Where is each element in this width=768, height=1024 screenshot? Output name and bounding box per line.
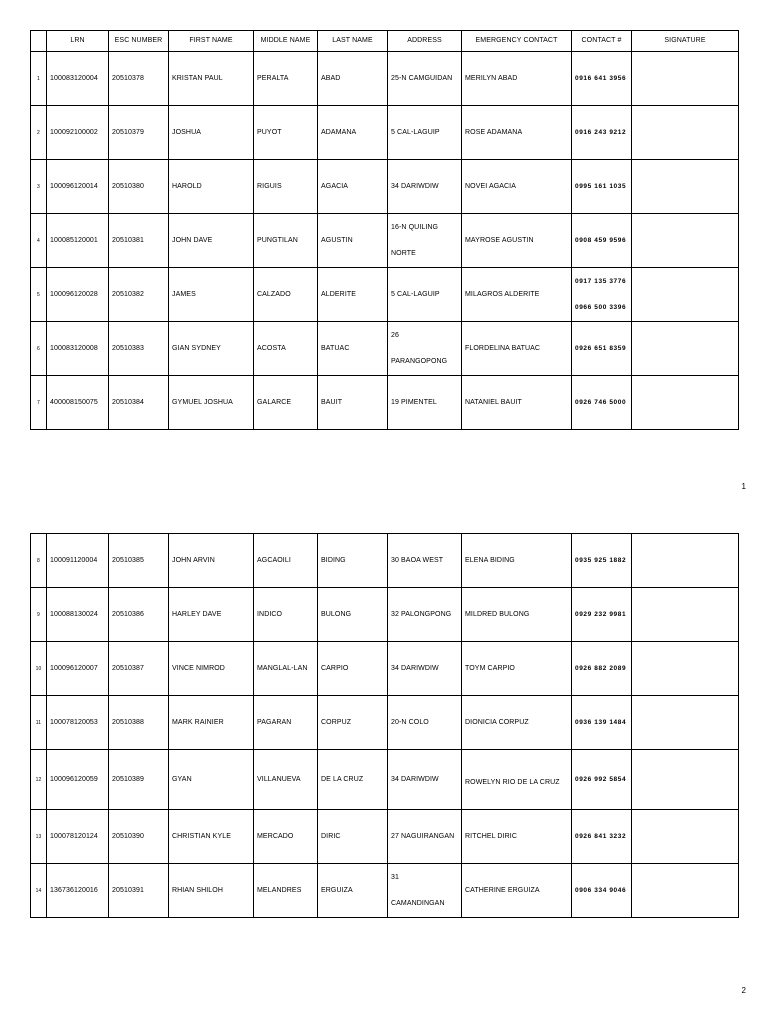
contact-number-cell: 0926 882 2089: [572, 642, 632, 696]
esc-number-cell: 20510382: [109, 268, 169, 322]
emergency-contact-cell: NATANIEL BAUIT: [462, 376, 572, 430]
middle-name-cell: INDICO: [254, 588, 318, 642]
address-cell: 5 CAL-LAGUIP: [388, 106, 462, 160]
header-esc: ESC NUMBER: [109, 31, 169, 52]
last-name-cell: ALDERITE: [318, 268, 388, 322]
lrn-cell: 100078120053: [47, 696, 109, 750]
row-number: 12: [31, 750, 47, 810]
signature-cell: [632, 750, 739, 810]
header-contact: CONTACT #: [572, 31, 632, 52]
lrn-cell: 400008150075: [47, 376, 109, 430]
last-name-cell: BATUAC: [318, 322, 388, 376]
address-cell: 34 DARIWDIW: [388, 750, 462, 810]
table-row: [31, 322, 739, 376]
middle-name-cell: PUYOT: [254, 106, 318, 160]
contact-number-cell: 0926 746 5000: [572, 376, 632, 430]
middle-name-cell: VILLANUEVA: [254, 750, 318, 810]
last-name-cell: AGUSTIN: [318, 214, 388, 268]
contact-number-cell: 0995 161 1035: [572, 160, 632, 214]
esc-number-cell: 20510378: [109, 52, 169, 106]
middle-name-cell: RIGUIS: [254, 160, 318, 214]
header-address: ADDRESS: [388, 31, 462, 52]
last-name-cell: AGACIA: [318, 160, 388, 214]
contact-number-cell: 0916 641 3956: [572, 52, 632, 106]
address-cell: 19 PIMENTEL: [388, 376, 462, 430]
esc-number-cell: 20510379: [109, 106, 169, 160]
middle-name-cell: MANGLAL-LAN: [254, 642, 318, 696]
first-name-cell: CHRISTIAN KYLE: [169, 810, 254, 864]
address-cell: 5 CAL-LAGUIP: [388, 268, 462, 322]
address-cell: 27 NAGUIRANGAN: [388, 810, 462, 864]
middle-name-cell: CALZADO: [254, 268, 318, 322]
address-line-1: 31: [391, 873, 399, 881]
table-row: [31, 810, 739, 864]
middle-name-cell: AGCAOILI: [254, 534, 318, 588]
emergency-contact-cell: DIONICIA CORPUZ: [462, 696, 572, 750]
table-row: [31, 696, 739, 750]
student-table-page-2: [30, 533, 739, 918]
esc-number-cell: 20510387: [109, 642, 169, 696]
address-cell: 20-N COLO: [388, 696, 462, 750]
header-middle-name: MIDDLE NAME: [254, 31, 318, 52]
row-number: 4: [31, 214, 47, 268]
esc-number-cell: 20510383: [109, 322, 169, 376]
lrn-cell: 100083120004: [47, 52, 109, 106]
esc-number-cell: 20510389: [109, 750, 169, 810]
address-cell: [388, 214, 462, 268]
lrn-cell: 100092100002: [47, 106, 109, 160]
first-name-cell: KRISTAN PAUL: [169, 52, 254, 106]
address-line-1: 16-N QUILING: [391, 223, 439, 231]
page-number: 2: [741, 986, 746, 995]
table-row: [31, 864, 739, 918]
last-name-cell: BIDING: [318, 534, 388, 588]
address-cell: 30 BAOA WEST: [388, 534, 462, 588]
middle-name-cell: PERALTA: [254, 52, 318, 106]
address-line-2: NORTE: [391, 249, 416, 257]
header-num: [31, 31, 47, 52]
header-row: [31, 31, 739, 52]
emergency-contact-cell: MERILYN ABAD: [462, 52, 572, 106]
middle-name-cell: MERCADO: [254, 810, 318, 864]
row-number: 9: [31, 588, 47, 642]
first-name-cell: HAROLD: [169, 160, 254, 214]
emergency-contact-cell: ROWELYN RIO DE LA CRUZ: [462, 750, 572, 810]
row-number: 10: [31, 642, 47, 696]
table-row: [31, 268, 739, 322]
row-number: 8: [31, 534, 47, 588]
row-number: 3: [31, 160, 47, 214]
emergency-contact-cell: CATHERINE ERGUIZA: [462, 864, 572, 918]
first-name-cell: JOSHUA: [169, 106, 254, 160]
last-name-cell: BULONG: [318, 588, 388, 642]
last-name-cell: CORPUZ: [318, 696, 388, 750]
row-number: 1: [31, 52, 47, 106]
lrn-cell: 100096120014: [47, 160, 109, 214]
first-name-cell: GYMUEL JOSHUA: [169, 376, 254, 430]
contact-number-2: 0966 500 3396: [575, 303, 627, 311]
esc-number-cell: 20510381: [109, 214, 169, 268]
table-row: [31, 588, 739, 642]
last-name-cell: ERGUIZA: [318, 864, 388, 918]
first-name-cell: JOHN DAVE: [169, 214, 254, 268]
emergency-contact-cell: FLORDELINA BATUAC: [462, 322, 572, 376]
signature-cell: [632, 642, 739, 696]
last-name-cell: DIRIC: [318, 810, 388, 864]
esc-number-cell: 20510390: [109, 810, 169, 864]
signature-cell: [632, 864, 739, 918]
contact-number-cell: 0906 334 9046: [572, 864, 632, 918]
table-row: [31, 52, 739, 106]
emergency-contact-cell: MILDRED BULONG: [462, 588, 572, 642]
esc-number-cell: 20510386: [109, 588, 169, 642]
row-number: 13: [31, 810, 47, 864]
student-table-page-1: [30, 30, 739, 430]
row-number: 6: [31, 322, 47, 376]
middle-name-cell: ACOSTA: [254, 322, 318, 376]
signature-cell: [632, 588, 739, 642]
address-cell: 34 DARIWDIW: [388, 642, 462, 696]
last-name-cell: BAUIT: [318, 376, 388, 430]
first-name-cell: GIAN SYDNEY: [169, 322, 254, 376]
lrn-cell: 100096120007: [47, 642, 109, 696]
lrn-cell: 100085120001: [47, 214, 109, 268]
emergency-contact-cell: MAYROSE AGUSTIN: [462, 214, 572, 268]
signature-cell: [632, 160, 739, 214]
address-cell: 25-N CAMGUIDAN: [388, 52, 462, 106]
last-name-cell: ADAMANA: [318, 106, 388, 160]
emergency-contact-cell: ROSE ADAMANA: [462, 106, 572, 160]
contact-number-cell: [572, 268, 632, 322]
middle-name-cell: MELANDRES: [254, 864, 318, 918]
address-line-2: PARANGOPONG: [391, 357, 448, 365]
emergency-contact-cell: NOVEI AGACIA: [462, 160, 572, 214]
first-name-cell: HARLEY DAVE: [169, 588, 254, 642]
signature-cell: [632, 534, 739, 588]
first-name-cell: RHIAN SHILOH: [169, 864, 254, 918]
last-name-cell: ABAD: [318, 52, 388, 106]
signature-cell: [632, 376, 739, 430]
table-row: [31, 376, 739, 430]
lrn-cell: 100096120059: [47, 750, 109, 810]
address-line-2: CAMANDINGAN: [391, 899, 445, 907]
row-number: 7: [31, 376, 47, 430]
middle-name-cell: GALARCE: [254, 376, 318, 430]
row-number: 14: [31, 864, 47, 918]
row-number: 5: [31, 268, 47, 322]
esc-number-cell: 20510384: [109, 376, 169, 430]
last-name-cell: CARPIO: [318, 642, 388, 696]
contact-number-cell: 0916 243 9212: [572, 106, 632, 160]
address-cell: 34 DARIWDIW: [388, 160, 462, 214]
first-name-cell: MARK RAINIER: [169, 696, 254, 750]
lrn-cell: 100078120124: [47, 810, 109, 864]
emergency-contact-cell: RITCHEL DIRIC: [462, 810, 572, 864]
table-row: [31, 214, 739, 268]
last-name-cell: DE LA CRUZ: [318, 750, 388, 810]
contact-number-cell: 0926 651 8359: [572, 322, 632, 376]
header-signature: SIGNATURE: [632, 31, 739, 52]
page-number: 1: [741, 482, 746, 491]
first-name-cell: GYAN: [169, 750, 254, 810]
address-line-1: 26: [391, 331, 399, 339]
table-row: [31, 642, 739, 696]
row-number: 2: [31, 106, 47, 160]
first-name-cell: VINCE NIMROD: [169, 642, 254, 696]
header-lrn: LRN: [47, 31, 109, 52]
signature-cell: [632, 106, 739, 160]
lrn-cell: 100096120028: [47, 268, 109, 322]
esc-number-cell: 20510380: [109, 160, 169, 214]
esc-number-cell: 20510388: [109, 696, 169, 750]
emergency-contact-cell: TOYM CARPIO: [462, 642, 572, 696]
address-cell: [388, 322, 462, 376]
contact-number-cell: 0929 232 9981: [572, 588, 632, 642]
contact-number-cell: 0908 459 9596: [572, 214, 632, 268]
esc-number-cell: 20510391: [109, 864, 169, 918]
emergency-contact-cell: ELENA BIDING: [462, 534, 572, 588]
contact-number-cell: 0926 841 3232: [572, 810, 632, 864]
emergency-contact-cell: MILAGROS ALDERITE: [462, 268, 572, 322]
signature-cell: [632, 322, 739, 376]
signature-cell: [632, 810, 739, 864]
signature-cell: [632, 268, 739, 322]
address-cell: 32 PALONGPONG: [388, 588, 462, 642]
table-row: [31, 750, 739, 810]
first-name-cell: JAMES: [169, 268, 254, 322]
row-number: 11: [31, 696, 47, 750]
address-cell: [388, 864, 462, 918]
esc-number-cell: 20510385: [109, 534, 169, 588]
contact-number-cell: 0935 925 1882: [572, 534, 632, 588]
signature-cell: [632, 696, 739, 750]
contact-number-cell: 0936 139 1484: [572, 696, 632, 750]
first-name-cell: JOHN ARVIN: [169, 534, 254, 588]
table-row: [31, 160, 739, 214]
header-last-name: LAST NAME: [318, 31, 388, 52]
lrn-cell: 136736120016: [47, 864, 109, 918]
signature-cell: [632, 214, 739, 268]
middle-name-cell: PUNGTILAN: [254, 214, 318, 268]
table-row: [31, 106, 739, 160]
table-row: [31, 534, 739, 588]
signature-cell: [632, 52, 739, 106]
header-first-name: FIRST NAME: [169, 31, 254, 52]
header-emergency-contact: EMERGENCY CONTACT: [462, 31, 572, 52]
lrn-cell: 100083120008: [47, 322, 109, 376]
middle-name-cell: PAGARAN: [254, 696, 318, 750]
lrn-cell: 100088130024: [47, 588, 109, 642]
contact-number-cell: 0926 992 5854: [572, 750, 632, 810]
contact-number-1: 0917 135 3776: [575, 277, 627, 285]
lrn-cell: 100091120004: [47, 534, 109, 588]
